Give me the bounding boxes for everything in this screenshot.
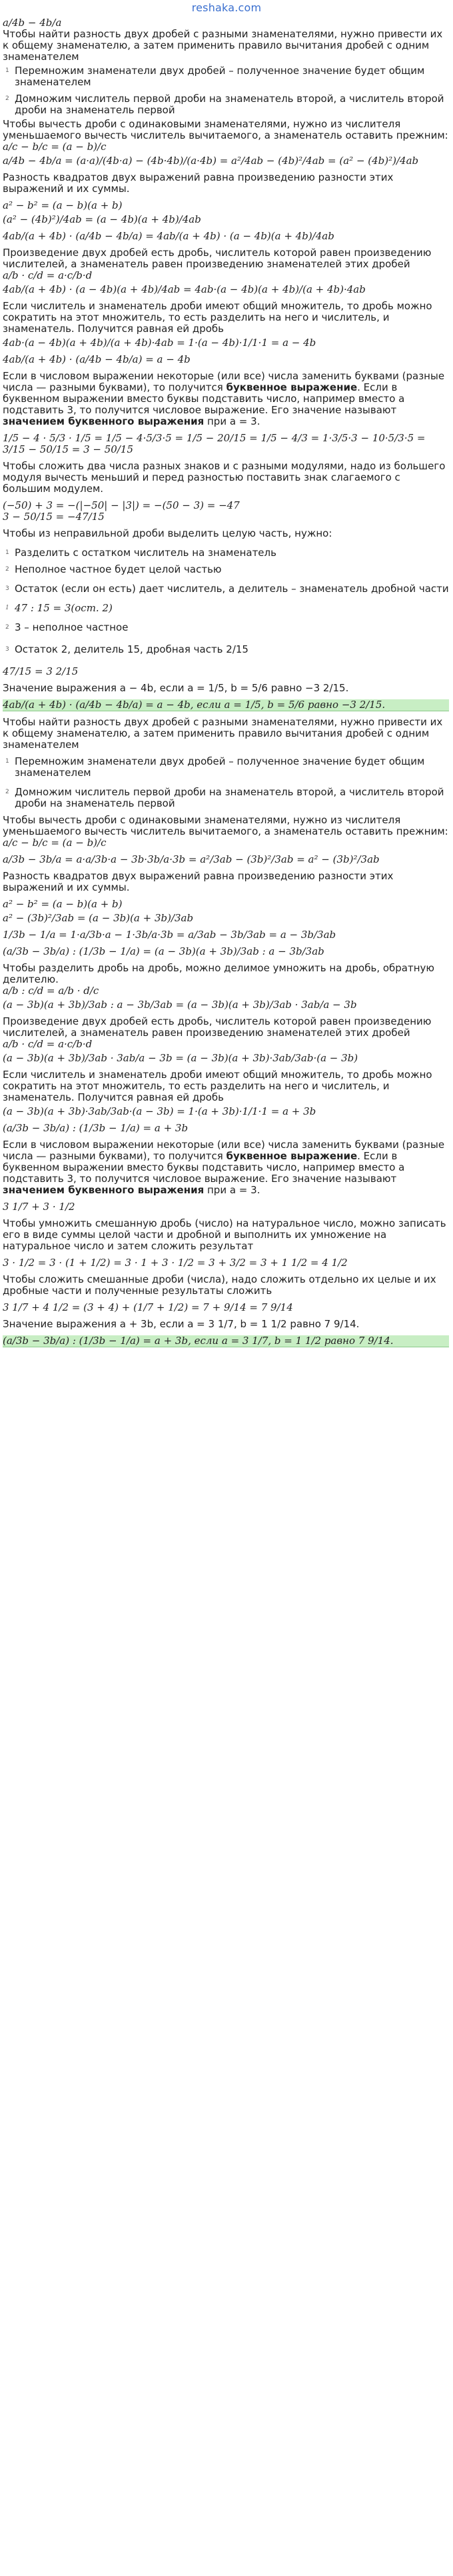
list-item: 2 Домножим числитель первой дроби на знаменатель второй, а числитель второй дроби на знаменатель первой <box>5 93 444 116</box>
rule-cancel-fraction: Если числитель и знаменатель дроби имеют общий множитель, то дробь можно сократить на этот множитель, то есть разделить на него и числитель, и знаменатель. Получится равная ей дробь <box>3 1069 432 1103</box>
calc-step: 3 · 1/2 = 3 · (1 + 1/2) = 3 · 1 + 3 · 1/2 = 3 + 3/2 = 3 + 1 1/2 = 4 1/2 <box>3 1257 348 1269</box>
list-item: 1 47 : 15 = 3(ост. 2) <box>5 602 113 614</box>
rule-mixed-multiplication: Чтобы умножить смешанную дробь (число) на натуральное число, можно записать его в виде суммы целой части и дробной и выполнить их умножение на натуральное число и затем сложить результат <box>3 1217 446 1252</box>
rule-different-denominators: Чтобы найти разность двух дробей с разными знаменателями, нужно привести их к общему знаменателю, а затем применить правило вычитания дробей с одним знаменателем <box>3 28 443 63</box>
list-item: 2 3 – неполное частное <box>5 621 129 633</box>
calc-step: 1/5 − 4 · 5/3 · 1/5 = 1/5 − 4·5/3·5 = 1/5 − 20/15 = 1/5 − 4/3 = 1·3/5·3 − 10·5/3·5 = 3/15 − 50/15 = 3 − 50/15 <box>3 432 426 455</box>
calc-step: a/4b − 4b/a = (a·a)/(4b·a) − (4b·4b)/(a·4b) = a²/4ab − (4b)²/4ab = (a² − (4b)²)/4ab <box>3 155 419 167</box>
formula-division: a/b : c/d = a/b · d/c <box>3 985 99 997</box>
calc-step: (−50) + 3 = −(|−50| − |3|) = −(50 − 3) = −47 <box>3 499 240 511</box>
steps-common-denominator <box>3 65 449 116</box>
calc-step: 4ab/(a + 4b) · (a − 4b)(a + 4b)/4ab = 4ab·(a − 4b)(a + 4b)/(a + 4b)·4ab <box>3 283 366 295</box>
answer-highlight: 4ab/(a + 4b) · (a/4b − 4b/a) = a − 4b, если a = 1/5, b = 5/6 равно −3 2/15. <box>3 699 449 711</box>
formula-product: a/b · c/d = a·c/b·d <box>3 1038 93 1050</box>
list-item: 1 Перемножим знаменатели двух дробей – полученное значение будет общим знаменателем <box>5 65 425 88</box>
rule-whole-part: Чтобы из неправильной дроби выделить целую часть, нужно: <box>3 527 332 539</box>
formula-difference-squares: a² − b² = (a − b)(a + b) <box>3 898 123 910</box>
calc-step: 3 1/7 + 3 · 1/2 <box>3 1201 75 1213</box>
rule-signed-addition: Чтобы сложить два числа разных знаков и с разными модулями, надо из большего модуля вычесть меньший и перед разностью поставить знак слагаемого с большим модулем. <box>3 460 446 495</box>
list-item: 2 Домножим числитель первой дроби на знаменатель второй, а числитель второй дроби на знаменатель первой <box>5 786 444 809</box>
steps-division <box>3 603 449 655</box>
list-item: 2 Неполное частное будет целой частью <box>5 563 222 575</box>
steps-whole-part <box>3 547 449 595</box>
solution-content <box>3 17 449 1347</box>
calc-step: 3 1/7 + 4 1/2 = (3 + 4) + (1/7 + 1/2) = 7 + 9/14 = 7 9/14 <box>3 1301 293 1313</box>
rule-fraction-division: Чтобы разделить дробь на дробь, можно делимое умножить на дробь, обратную делителю. <box>3 962 435 985</box>
formula-product: a/b · c/d = a·c/b·d <box>3 269 93 281</box>
calc-step: (a/3b − 3b/a) : (1/3b − 1/a) = (a − 3b)(a + 3b)/3ab : a − 3b/3ab <box>3 945 324 957</box>
rule-cancel-fraction: Если числитель и знаменатель дроби имеют общий множитель, то дробь можно сократить на этот множитель, то есть разделить на него и числитель, и знаменатель. Получится равная ей дробь <box>3 300 432 335</box>
calc-step: a² − (3b)²/3ab = (a − 3b)(a + 3b)/3ab <box>3 912 194 924</box>
rule-same-denominators: Чтобы вычесть дроби с одинаковыми знаменателями, нужно из числителя уменьшаемого вычесть числитель вычитаемого, а знаменатель оставить прежним: <box>3 814 448 837</box>
calc-step: (a − 3b)(a + 3b)/3ab · 3ab/a − 3b = (a − 3b)(a + 3b)·3ab/3ab·(a − 3b) <box>3 1052 358 1064</box>
steps-common-denominator <box>3 756 449 809</box>
rule-letter-expression: Если в числовом выражении некоторые (или все) числа заменить буквами (разные числа — разными буквами), то получится буквенное выражение. Если в буквенном выражении вместо буквы подставить число, например вместо a подставить 3, то получится числовое выражение. Его значение называют значением буквенного выражения при a = 3. <box>3 370 445 427</box>
rule-same-denominators: Чтобы вычесть дроби с одинаковыми знаменателями, нужно из числителя уменьшаемого вычесть числитель вычитаемого, а знаменатель оставить прежним: <box>3 118 448 141</box>
calc-step: (a − 3b)(a + 3b)·3ab/3ab·(a − 3b) = 1·(a + 3b)·1/1·1 = a + 3b <box>3 1105 316 1117</box>
rule-letter-expression: Если в числовом выражении некоторые (или все) числа заменить буквами (разные числа — разными буквами), то получится буквенное выражение. Если в буквенном выражении вместо буквы подставить число, например вместо a подставить 3, то получится числовое выражение. Его значение называют значением буквенного выражения при a = 3. <box>3 1139 445 1196</box>
formula-difference-squares: a² − b² = (a − b)(a + b) <box>3 199 123 211</box>
calc-step: 4ab·(a − 4b)(a + 4b)/(a + 4b)·4ab = 1·(a − 4b)·1/1·1 = a − 4b <box>3 337 316 349</box>
rule-mixed-addition: Чтобы сложить смешанные дроби (числа), надо сложить отдельно их целые и их дробные части и полученные результаты сложить <box>3 1273 436 1297</box>
calc-step: 3 − 50/15 = −47/15 <box>3 511 105 523</box>
list-item: 1 Перемножим знаменатели двух дробей – полученное значение будет общим знаменателем <box>5 755 425 779</box>
answer-text: Значение выражения a − 4b, если a = 1/5, b = 5/6 равно −3 2/15. <box>3 682 349 694</box>
rule-fraction-product: Произведение двух дробей есть дробь, числитель которой равен произведению числителей, а знаменатель равен произведению знаменателей этих дробей <box>3 247 432 270</box>
answer-text: Значение выражения a + 3b, если a = 3 1/7, b = 1 1/2 равно 7 9/14. <box>3 1318 360 1330</box>
answer-highlight: (a/3b − 3b/a) : (1/3b − 1/a) = a + 3b, если a = 3 1/7, b = 1 1/2 равно 7 9/14. <box>3 1335 449 1347</box>
calc-step: 1/3b − 1/a = 1·a/3b·a − 1·3b/a·3b = a/3ab − 3b/3ab = a − 3b/3ab <box>3 929 336 941</box>
calc-step: 4ab/(a + 4b) · (a/4b − 4b/a) = 4ab/(a + 4b) · (a − 4b)(a + 4b)/4ab <box>3 230 334 242</box>
site-logo[interactable]: reshaka.com <box>191 1 262 14</box>
rule-difference-squares: Разность квадратов двух выражений равна произведению разности этих выражений и их суммы. <box>3 870 394 893</box>
task-expression: a/4b − 4b/a <box>3 17 62 29</box>
rule-difference-squares: Разность квадратов двух выражений равна произведению разности этих выражений и их суммы. <box>3 171 394 195</box>
calc-step: (a² − (4b)²)/4ab = (a − 4b)(a + 4b)/4ab <box>3 213 201 225</box>
list-item: 3 Остаток 2, делитель 15, дробная часть 2/15 <box>5 643 248 655</box>
calc-step: (a − 3b)(a + 3b)/3ab : a − 3b/3ab = (a − 3b)(a + 3b)/3ab · 3ab/a − 3b <box>3 999 357 1011</box>
list-item: 3 Остаток (если он есть) дает числитель, а делитель – знаменатель дробной части <box>5 583 449 595</box>
formula-subtraction: a/c − b/c = (a − b)/c <box>3 141 107 153</box>
calc-step: (a/3b − 3b/a) : (1/3b − 1/a) = a + 3b <box>3 1122 189 1134</box>
formula-subtraction: a/c − b/c = (a − b)/c <box>3 837 107 849</box>
calc-step: 4ab/(a + 4b) · (a/4b − 4b/a) = a − 4b <box>3 353 191 365</box>
rule-different-denominators: Чтобы найти разность двух дробей с разными знаменателями, нужно привести их к общему знаменателю, а затем применить правило вычитания дробей с одним знаменателем <box>3 716 443 751</box>
calc-step: a/3b − 3b/a = a·a/3b·a − 3b·3b/a·3b = a²/3ab − (3b)²/3ab = a² − (3b)²/3ab <box>3 853 380 865</box>
list-item: 1 Разделить с остатком числитель на знаменатель <box>5 547 276 559</box>
rule-fraction-product: Произведение двух дробей есть дробь, числитель которой равен произведению числителей, а знаменатель равен произведению знаменателей этих дробей <box>3 1015 432 1039</box>
calc-step: 47/15 = 3 2/15 <box>3 665 79 677</box>
